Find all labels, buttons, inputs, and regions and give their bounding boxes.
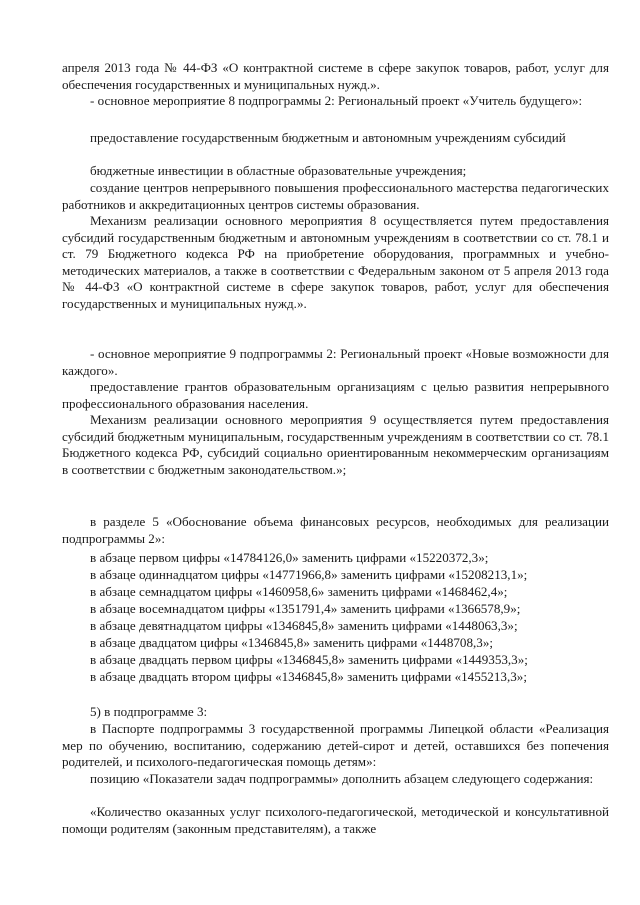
paragraph-indicators: позицию «Показатели задач подпрограммы» дополнить абзацем следующего содержания: — [90, 771, 594, 786]
amendment-line: в абзаце девятнадцатом цифры «1346845,8» заменить цифрами «1448063,3»; — [90, 618, 518, 633]
paragraph-centers: создание центров непрерывного повышения профессионального мастерства педагогических работников и аккредитационных центров системы образования. — [62, 180, 609, 212]
paragraph-subsidies: предоставление государственным бюджетным и автономным учреждениям субсидий — [90, 130, 566, 145]
paragraph-section-5: в разделе 5 «Обоснование объема финансовых ресурсов, необходимых для реализации подпрограммы 2»: — [62, 514, 609, 546]
paragraph-mechanism-8: Механизм реализации основного мероприятия 8 осуществляется путем предоставления субсидий государственным бюджетным и автономным учреждениям в соответствии со ст. 78.1 и ст. 79 Бюджетного кодекса РФ на приобретение оборудования, программных и учебно-методических материалов, а также в соответствии с Федеральным законом от 5 апреля 2013 года № 44-ФЗ «О контрактной системе в сфере закупок товаров, работ, услуг для обеспечения государственных и муниципальных нужд.». — [62, 213, 609, 311]
paragraph-quantity: «Количество оказанных услуг психолого-педагогической, методической и консультативной помощи родителям (законным представителям), а также — [62, 804, 609, 836]
amendment-line: в абзаце двадцать втором цифры «1346845,8» заменить цифрами «1455213,3»; — [90, 669, 527, 684]
amendment-line: в абзаце двадцать первом цифры «1346845,8» заменить цифрами «1449353,3»; — [90, 652, 528, 667]
paragraph-mechanism-9: Механизм реализации основного мероприятия 9 осуществляется путем предоставления субсидий бюджетным муниципальным, государственным учреждениям в соответствии со ст. 78.1 Бюджетного кодекса РФ, субсидий социально ориентированным некоммерческим организациям в соответствии с бюджетным законодательством.»; — [62, 412, 609, 477]
paragraph-activity-9: - основное мероприятие 9 подпрограммы 2: Региональный проект «Новые возможности для каждого». — [62, 346, 609, 378]
amendment-line: в абзаце восемнадцатом цифры «1351791,4» заменить цифрами «1366578,9»; — [90, 601, 521, 616]
paragraph-grants: предоставление грантов образовательным организациям с целью развития непрерывного профессионального образования населения. — [62, 379, 609, 411]
amendment-line: в абзаце семнадцатом цифры «1460958,6» заменить цифрами «1468462,4»; — [90, 584, 508, 599]
paragraph-law-reference: апреля 2013 года № 44-ФЗ «О контрактной системе в сфере закупок товаров, работ, услуг для обеспечения государственных и муниципальных нужд.». — [62, 60, 609, 92]
paragraph-investments: бюджетные инвестиции в областные образовательные учреждения; — [90, 163, 467, 178]
subprogram-3-heading: 5) в подпрограмме 3: — [90, 704, 208, 719]
paragraph-activity-8: - основное мероприятие 8 подпрограммы 2: Региональный проект «Учитель будущего»: — [90, 93, 583, 108]
amendment-line: в абзаце первом цифры «14784126,0» заменить цифрами «15220372,3»; — [90, 550, 489, 565]
amendment-line: в абзаце одиннадцатом цифры «14771966,8» заменить цифрами «15208213,1»; — [90, 567, 528, 582]
amendment-line: в абзаце двадцатом цифры «1346845,8» заменить цифрами «1448708,3»; — [90, 635, 494, 650]
paragraph-passport: в Паспорте подпрограммы 3 государственной программы Липецкой области «Реализация мер по обучению, воспитанию, содержанию детей-сирот и детей, оставшихся без попечения родителей, и психолого-педагогическая помощь детям»: — [62, 721, 609, 770]
